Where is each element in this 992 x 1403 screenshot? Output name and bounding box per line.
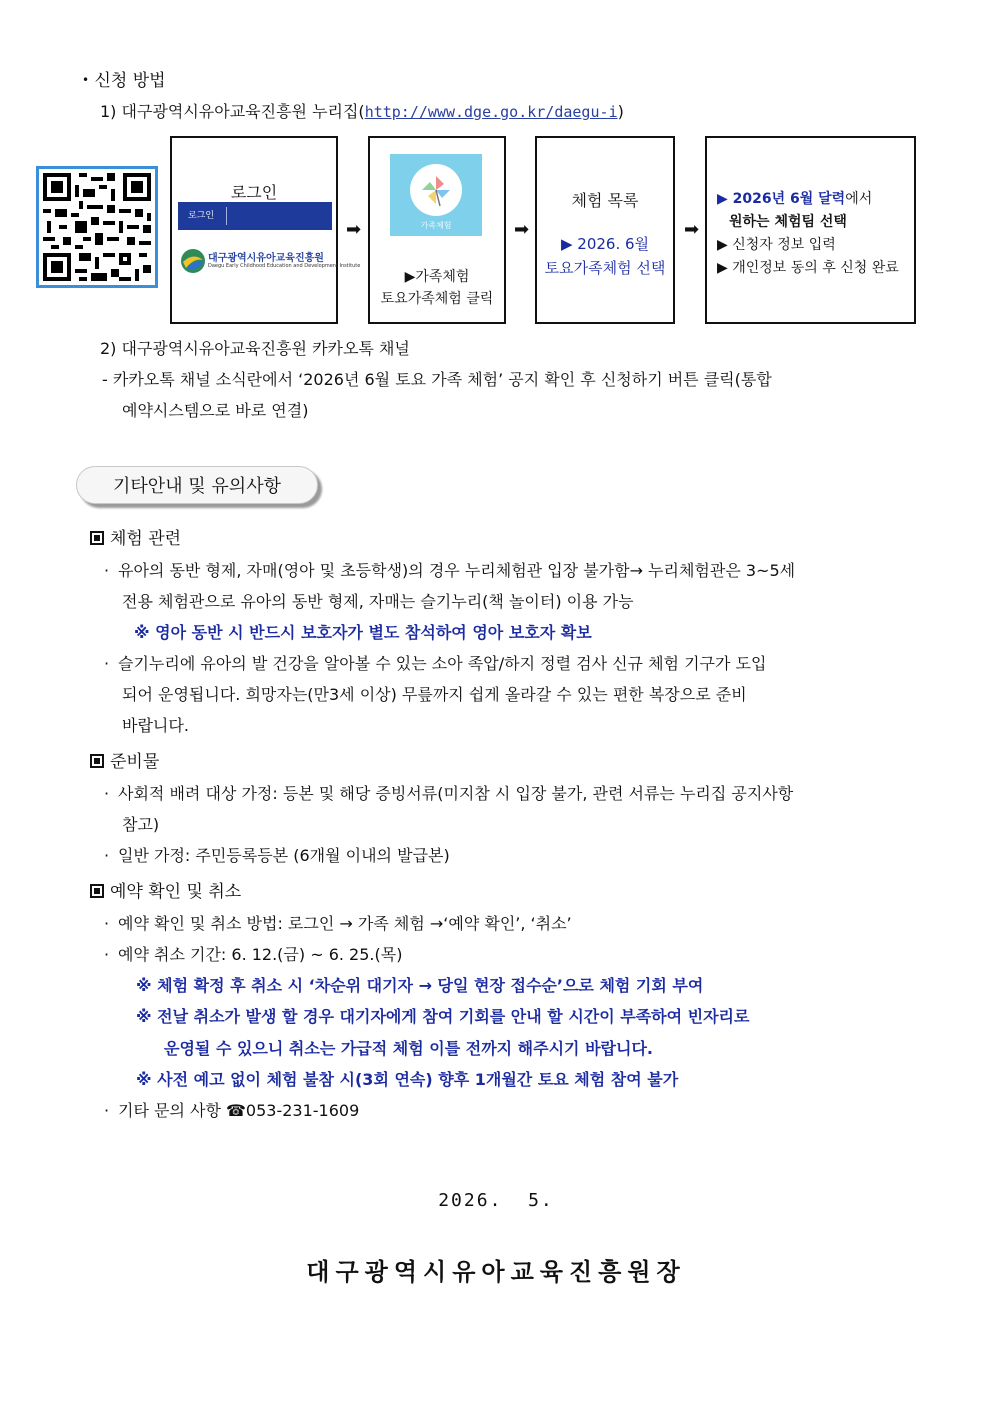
- apply-item-2-detail-2: 예약시스템으로 바로 연결): [122, 401, 309, 420]
- arrow-right-icon: ➡: [514, 219, 530, 240]
- section-prep-title-text: 준비물: [110, 752, 160, 772]
- reserve-p2-text: 예약 취소 기간: 6. 12.(금) ~ 6. 25.(목): [118, 945, 403, 964]
- exp-p2-l2: 되어 운영됩니다. 희망자는(만3세 이상) 무릎까지 쉽게 올라갈 수 있는 편한 복장으로 준비: [122, 685, 747, 704]
- prep-p2-text: 일반 가정: 주민등록등본 (6개월 이내의 발급본): [118, 846, 450, 865]
- pinwheel-icon: [418, 172, 454, 208]
- reserve-p1-text: 예약 확인 및 취소 방법: 로그인 → 가족 체험 →‘예약 확인’, ‘취소’: [118, 914, 572, 933]
- apply-item-2: 2) 대구광역시유아교육진흥원 카카오톡 채널: [100, 339, 410, 358]
- apply-item-1: [100, 101, 624, 123]
- square-bullet-icon: [90, 754, 104, 768]
- reserve-note-3: ※ 사전 예고 없이 체험 불참 시(3회 연속) 향후 1개월간 토요 체험 참여 불가: [136, 1070, 679, 1089]
- exp-p1-l1-text: 유아의 동반 형제, 자매(영아 및 초등학생)의 경우 누리체험관 입장 불가함→ 누리체험관은 3~5세: [118, 561, 796, 580]
- exp-p2-l3: 바랍니다.: [122, 716, 189, 735]
- step-final-line2: 원하는 체험팀 선택: [729, 214, 847, 230]
- step-list-text: [537, 232, 673, 280]
- step-final-line3: ▶ 신청자 정보 입력: [717, 237, 836, 253]
- prep-p2: · 일반 가정: 주민등록등본 (6개월 이내의 발급본): [104, 846, 450, 865]
- bullet-dot: •: [82, 73, 90, 87]
- qr-code-icon: [39, 169, 155, 285]
- square-bullet-icon: [90, 884, 104, 898]
- reserve-p3: · 기타 문의 사항 ☎053-231-1609: [104, 1101, 360, 1120]
- step-family-box: [368, 136, 506, 324]
- arrow-right-icon: ➡: [684, 219, 700, 240]
- reserve-p1: · 예약 확인 및 취소 방법: 로그인 → 가족 체험 →‘예약 확인’, ‘취소’: [104, 914, 572, 933]
- nuri-link[interactable]: http://www.dge.go.kr/daegu-i: [364, 103, 618, 121]
- prep-p1-l2: 참고): [122, 815, 160, 834]
- family-tile[interactable]: [390, 154, 482, 236]
- notice-pill-label: 기타안내 및 유의사항: [113, 476, 281, 497]
- step-family-line1: ▶가족체험: [404, 269, 470, 285]
- footer-signer: 대구광역시유아교육진흥원장: [306, 1258, 686, 1286]
- exp-p1-l2: 전용 체험관으로 유아의 동반 형제, 자매는 슬기누리(책 놀이터) 이용 가능: [122, 592, 634, 611]
- step-final-text: [717, 188, 899, 280]
- step-login-title: 로그인: [230, 183, 278, 202]
- step-list-title: 체험 목록: [571, 191, 639, 210]
- reserve-p2: · 예약 취소 기간: 6. 12.(금) ~ 6. 25.(목): [104, 945, 403, 964]
- step-final-line4: ▶ 개인정보 동의 후 신청 완료: [717, 260, 899, 276]
- reserve-note-2-l1: ※ 전날 취소가 발생 할 경우 대기자에게 참여 기회를 안내 할 시간이 부족하여 빈자리로: [136, 1007, 750, 1026]
- institute-logo-en: Daegu Early Childhood Education and Development Institute: [208, 263, 361, 269]
- institute-logo-text: 대구광역시유아교육진흥원: [208, 253, 324, 264]
- step-list-line1: ▶ 2026. 6월: [560, 235, 650, 253]
- apply-heading: [82, 68, 166, 93]
- square-bullet-icon: [90, 531, 104, 545]
- step-final-line1: ▶ 2026년 6월 달력: [717, 191, 846, 207]
- reserve-note-1: ※ 체험 확정 후 취소 시 ‘차순위 대기자 → 당일 현장 접수순’으로 체험 기회 부여: [136, 976, 704, 995]
- prep-p1-l1: · 사회적 배려 대상 가정: 등본 및 해당 증빙서류(미지참 시 입장 불가, 관련 서류는 누리집 공지사항: [104, 784, 794, 803]
- section-prep-title: [90, 750, 159, 774]
- prep-p1-l1-text: 사회적 배려 대상 가정: 등본 및 해당 증빙서류(미지참 시 입장 불가, 관련 서류는 누리집 공지사항: [118, 784, 794, 803]
- institute-logo: [180, 246, 361, 278]
- family-tile-label: 가족체험: [420, 221, 452, 230]
- section-reserve-title-text: 예약 확인 및 취소: [110, 882, 242, 902]
- apply-heading-text: 신청 방법: [94, 71, 166, 91]
- section-experience-title-text: 체험 관련: [110, 529, 182, 549]
- step-login-box: [170, 136, 361, 324]
- login-bar-label: 로그인: [188, 211, 215, 221]
- section-reserve-title: [90, 880, 241, 904]
- reserve-p3-text: 기타 문의 사항 ☎053-231-1609: [118, 1101, 360, 1120]
- arrow-right-icon: ➡: [346, 219, 362, 240]
- exp-p1-note: ※ 영아 동반 시 반드시 보호자가 별도 참석하여 영아 보호자 확보: [134, 623, 592, 642]
- step-final-box: [705, 136, 916, 324]
- apply-item-1-suffix: ): [617, 102, 624, 121]
- step-final-line1-suffix: 에서: [845, 191, 873, 207]
- notice-pill: [76, 466, 318, 504]
- family-tile-circle: [410, 164, 462, 216]
- exp-p2-l1-text: 슬기누리에 유아의 발 건강을 알아볼 수 있는 소아 족압/하지 정렬 검사 신규 체험 기구가 도입: [118, 654, 767, 673]
- apply-item-1-prefix: 1) 대구광역시유아교육진흥원 누리집(: [100, 102, 365, 121]
- step-family-text: [370, 266, 504, 310]
- step-list-line2: 토요가족체험 선택: [544, 259, 666, 277]
- reserve-note-2-l2: 운영될 수 있으니 취소는 가급적 체험 이틀 전까지 해주시기 바랍니다.: [164, 1039, 653, 1058]
- footer-date: 2026. 5.: [438, 1190, 554, 1211]
- section-experience-title: [90, 527, 181, 551]
- exp-p2-l1: · 슬기누리에 유아의 발 건강을 알아볼 수 있는 소아 족압/하지 정렬 검사 신규 체험 기구가 도입: [104, 654, 767, 673]
- exp-p1-l1: · 유아의 동반 형제, 자매(영아 및 초등학생)의 경우 누리체험관 입장 불가함→ 누리체험관은 3~5세: [104, 561, 796, 580]
- apply-item-2-detail-1: - 카카오톡 채널 소식란에서 ‘2026년 6월 토요 가족 체험’ 공지 확인 후 신청하기 버튼 클릭(통합: [102, 370, 772, 389]
- step-list-box: [535, 136, 675, 324]
- institute-emblem-icon: [180, 248, 206, 274]
- login-bar[interactable]: [178, 202, 332, 230]
- login-bar-divider: [226, 207, 227, 225]
- qr-code[interactable]: [36, 166, 158, 288]
- step-family-line2: 토요가족체험 클릭: [380, 291, 494, 307]
